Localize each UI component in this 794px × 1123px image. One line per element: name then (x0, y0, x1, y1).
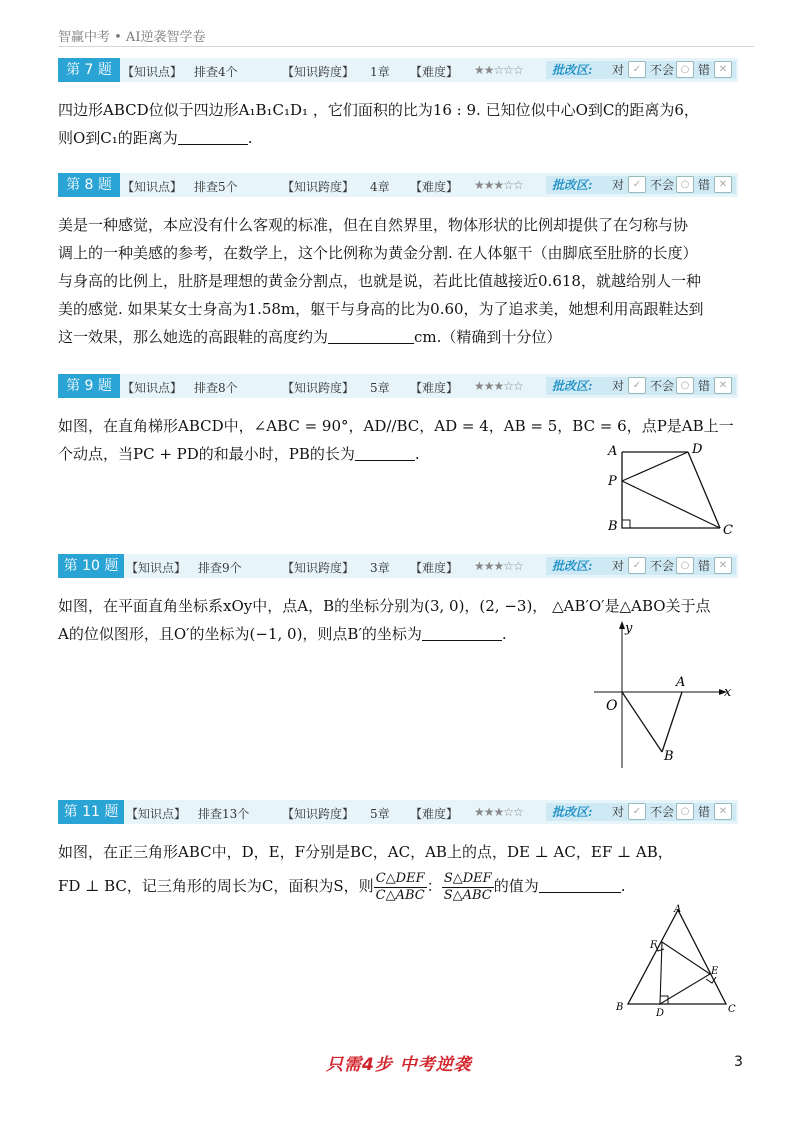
text-line: FD ⊥ BC，记三角形的周长为C，面积为S，则 $\frac{\text{C△DEF}}{\text{C△ABC}}$ ： $\frac{\text{S△DEF}}{\text{S△ABC}}$ 的值为 . (58, 870, 626, 903)
wrong-checkbox[interactable]: ✕ (714, 377, 732, 394)
header-divider (58, 46, 754, 47)
label-y: y (625, 621, 633, 636)
wrong-label: 错 (698, 63, 711, 77)
kp-label: 【知识点】 (122, 381, 183, 395)
triangle-figure (608, 904, 744, 1020)
question-8-text (58, 211, 738, 351)
text-line: 美的感觉. 如果某女士身高为1.58m，躯干与身高的比为0.60，为了追求美，她想利用高跟鞋达到 (58, 300, 704, 318)
right-label: 对 (612, 63, 625, 77)
question-9-bar (58, 374, 738, 398)
kp-label: 【知识点】 (122, 65, 183, 79)
text-line: 如图，在正三角形ABC中，D，E，F分别是BC，AC，AB上的点，DE ⊥ AC，EF ⊥ AB， (58, 843, 673, 861)
span-label: 【知识跨度】 (282, 65, 355, 79)
label-C: C (728, 1004, 736, 1015)
coordinate-figure (594, 618, 744, 768)
wrong-label: 错 (698, 805, 711, 819)
label-D: D (692, 442, 703, 457)
label-P: P (608, 474, 617, 489)
unknown-label: 不会 (650, 379, 675, 393)
label-O: O (606, 698, 618, 714)
question-11-text (58, 838, 738, 906)
difficulty-label: 【难度】 (410, 807, 459, 821)
right-label: 对 (612, 379, 625, 393)
trapezoid-figure (600, 438, 740, 538)
question-number: 第 9 题 (58, 374, 120, 398)
grading-area (546, 803, 736, 821)
kp-value: 排查4个 (194, 65, 238, 79)
answer-blank[interactable] (539, 876, 621, 893)
wrong-label: 错 (698, 379, 711, 393)
answer-blank[interactable] (178, 128, 248, 145)
question-number: 第 10 题 (58, 554, 124, 578)
kp-value: 排查13个 (198, 807, 250, 821)
right-checkbox[interactable]: ✓ (628, 557, 646, 574)
right-checkbox[interactable]: ✓ (628, 803, 646, 820)
right-checkbox[interactable]: ✓ (628, 377, 646, 394)
answer-blank[interactable] (355, 444, 415, 461)
grading-label: 批改区: (552, 178, 593, 192)
question-7-text (58, 96, 738, 152)
label-A: A (676, 675, 686, 690)
text-line: 这一效果，那么她选的高跟鞋的高度约为 cm.（精确到十分位） (58, 328, 562, 346)
difficulty-label: 【难度】 (410, 180, 459, 194)
text-line: 如图，在平面直角坐标系xOy中，点A，B的坐标分别为(3, 0)，(2, −3)， △AB′O′是△ABO关于点 (58, 597, 711, 615)
grading-label: 批改区: (552, 805, 593, 819)
page-number: 3 (734, 1054, 743, 1070)
kp-value: 排查5个 (194, 180, 238, 194)
label-A: A (608, 444, 618, 459)
grading-area (546, 61, 736, 79)
kp-label: 【知识点】 (126, 807, 187, 821)
right-label: 对 (612, 805, 625, 819)
wrong-checkbox[interactable]: ✕ (714, 176, 732, 193)
area-ratio-fraction: $\frac{\text{S△DEF}}{\text{S△ABC}}$ (443, 870, 492, 903)
label-F: F (650, 940, 657, 951)
kp-label: 【知识点】 (122, 180, 183, 194)
difficulty-stars: ★★★☆☆ (474, 379, 523, 393)
label-E: E (711, 966, 719, 977)
right-label: 对 (612, 559, 625, 573)
text-line: 调上的一种美感的参考，在数学上，这个比例称为黄金分割. 在人体躯干（由脚底至肚脐的长度） (58, 244, 698, 262)
right-checkbox[interactable]: ✓ (628, 61, 646, 78)
label-D: D (656, 1008, 665, 1019)
label-A: A (674, 904, 682, 915)
span-value: 4章 (370, 180, 390, 194)
text-line: 个动点，当PC + PD的和最小时，PB的长为 . (58, 445, 420, 463)
span-value: 5章 (370, 381, 390, 395)
perimeter-ratio-fraction: $\frac{\text{C△DEF}}{\text{C△ABC}}$ (375, 870, 425, 903)
right-checkbox[interactable]: ✓ (628, 176, 646, 193)
difficulty-label: 【难度】 (410, 65, 459, 79)
unknown-label: 不会 (650, 559, 675, 573)
label-x: x (724, 685, 732, 700)
page-header: 智赢中考 • AI逆袭智学卷 (58, 30, 206, 45)
span-value: 5章 (370, 807, 390, 821)
label-B: B (616, 1002, 624, 1013)
kp-value: 排查8个 (194, 381, 238, 395)
difficulty-stars: ★★★☆☆ (474, 559, 523, 573)
label-C: C (723, 523, 733, 538)
span-label: 【知识跨度】 (282, 561, 355, 575)
wrong-checkbox[interactable]: ✕ (714, 61, 732, 78)
unknown-checkbox[interactable]: ○ (676, 176, 694, 193)
text-line: 如图，在直角梯形ABCD中，∠ABC = 90°，AD//BC，AD = 4，AB = 5，BC = 6，点P是AB上一 (58, 417, 734, 435)
right-label: 对 (612, 178, 625, 192)
question-number: 第 8 题 (58, 173, 120, 197)
wrong-checkbox[interactable]: ✕ (714, 803, 732, 820)
difficulty-stars: ★★★☆☆ (474, 805, 523, 819)
answer-blank[interactable] (422, 624, 502, 641)
span-value: 1章 (370, 65, 390, 79)
unknown-label: 不会 (650, 178, 675, 192)
text-line: A的位似图形，且O′的坐标为(−1, 0)，则点B′的坐标为 . (58, 625, 507, 643)
span-label: 【知识跨度】 (282, 807, 355, 821)
difficulty-label: 【难度】 (410, 561, 459, 575)
wrong-label: 错 (698, 559, 711, 573)
question-7-bar (58, 58, 738, 82)
question-8-bar (58, 173, 738, 197)
span-value: 3章 (370, 561, 390, 575)
text-line: 与身高的比例上，肚脐是理想的黄金分割点，也就是说，若此比值越接近0.618，就越给别人一种 (58, 272, 701, 290)
unknown-label: 不会 (650, 63, 675, 77)
question-10-bar (58, 554, 738, 578)
grading-area (546, 557, 736, 575)
unknown-checkbox[interactable]: ○ (676, 61, 694, 78)
grading-label: 批改区: (552, 379, 593, 393)
span-label: 【知识跨度】 (282, 381, 355, 395)
grading-area (546, 176, 736, 194)
wrong-label: 错 (698, 178, 711, 192)
text-line: 美是一种感觉，本应没有什么客观的标准，但在自然界里，物体形状的比例却提供了在匀称与协 (58, 216, 689, 234)
kp-value: 排查9个 (198, 561, 242, 575)
span-label: 【知识跨度】 (282, 180, 355, 194)
difficulty-stars: ★★★☆☆ (474, 178, 523, 192)
unknown-checkbox[interactable]: ○ (676, 377, 694, 394)
difficulty-label: 【难度】 (410, 381, 459, 395)
unknown-checkbox[interactable]: ○ (676, 803, 694, 820)
label-B: B (664, 749, 674, 764)
unknown-label: 不会 (650, 805, 675, 819)
unknown-checkbox[interactable]: ○ (676, 557, 694, 574)
question-number: 第 11 题 (58, 800, 124, 824)
footer-logo: 只需4步 中考逆袭 (326, 1055, 472, 1075)
difficulty-stars: ★★☆☆☆ (474, 63, 523, 77)
question-11-bar (58, 800, 738, 824)
text-line: 则O到C₁的距离为 . (58, 129, 253, 147)
wrong-checkbox[interactable]: ✕ (714, 557, 732, 574)
grading-label: 批改区: (552, 63, 593, 77)
question-number: 第 7 题 (58, 58, 120, 82)
label-B: B (608, 519, 618, 534)
text-line: 四边形ABCD位似于四边形A₁B₁C₁D₁ ，它们面积的比为16 : 9. 已知位似中心O到C的距离为6， (58, 101, 699, 119)
kp-label: 【知识点】 (126, 561, 187, 575)
grading-area (546, 377, 736, 395)
grading-label: 批改区: (552, 559, 593, 573)
answer-blank[interactable] (328, 327, 414, 344)
